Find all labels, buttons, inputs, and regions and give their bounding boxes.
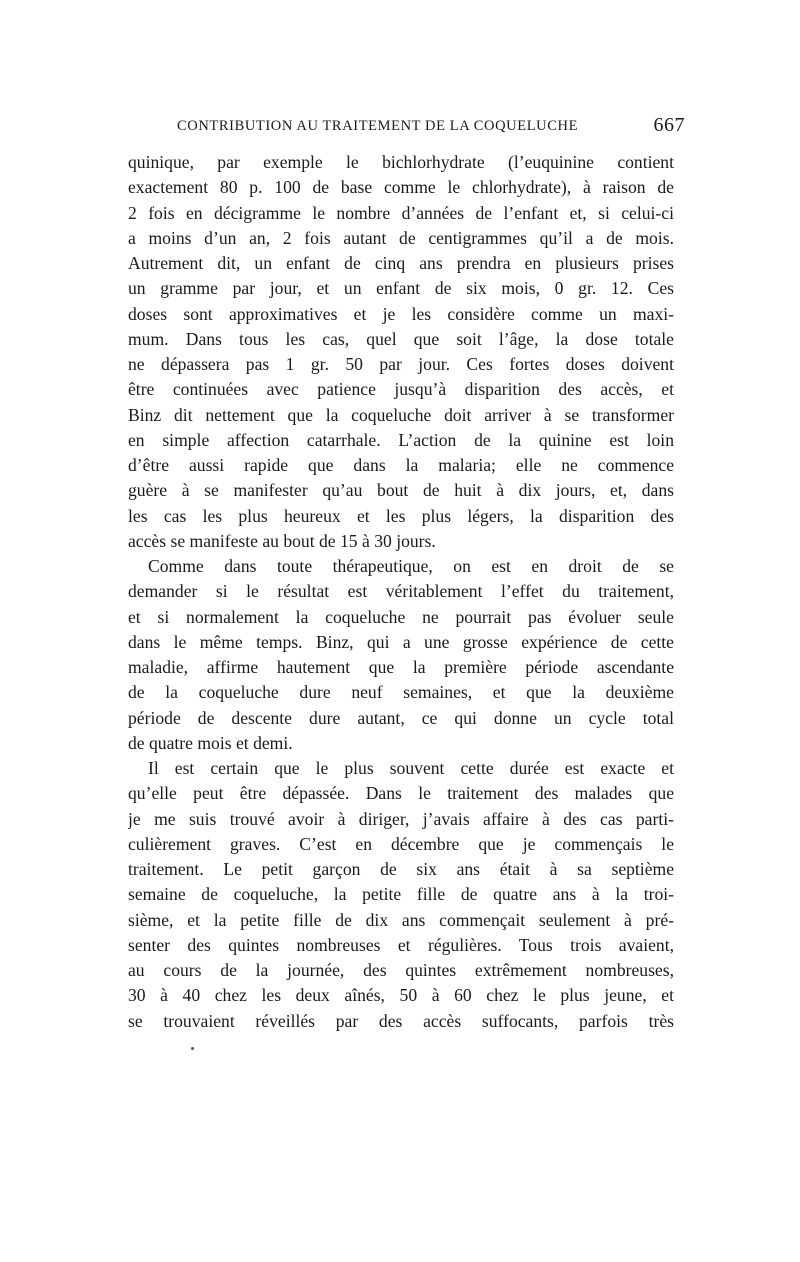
text-line: doses sont approximatives et je les considère comme un maxi- (128, 303, 674, 324)
text-line: mum. Dans tous les cas, quel que soit l’âge, la dose totale (128, 328, 674, 349)
text-line: a moins d’un an, 2 fois autant de centigrammes qu’il a de mois. (128, 227, 674, 248)
ink-speck (191, 1047, 194, 1050)
text-line: 2 fois en décigramme le nombre d’années de l’enfant et, si celui-ci (128, 202, 674, 223)
text-line: traitement. Le petit garçon de six ans était à sa septième (128, 859, 674, 879)
text-line: demander si le résultat est véritablement l’effet du traitement, (128, 581, 674, 602)
text-line: dans le même temps. Binz, qui a une grosse expérience de cette (128, 631, 674, 652)
text-line: 30 à 40 chez les deux aînés, 50 à 60 chez le plus jeune, et (128, 985, 674, 1006)
text-line: senter des quintes nombreuses et régulières. Tous trois avaient, (128, 934, 674, 955)
paragraph-end-line: de quatre mois et demi. (128, 732, 293, 753)
text-line: en simple affection catarrhale. L’action de la quinine est loin (128, 429, 674, 450)
running-title: CONTRIBUTION AU TRAITEMENT DE LA COQUELUCHE (177, 118, 579, 134)
text-line: Autrement dit, un enfant de cinq ans prendra en plusieurs prises (128, 253, 674, 273)
text-line: ne dépassera pas 1 gr. 50 par jour. Ces fortes doses doivent (128, 354, 674, 374)
text-line: et si normalement la coqueluche ne pourrait pas évoluer seule (128, 606, 674, 627)
text-line: qu’elle peut être dépassée. Dans le traitement des malades que (128, 783, 674, 804)
text-line: Binz dit nettement que la coqueluche doit arriver à se transformer (128, 404, 674, 425)
running-head (163, 116, 685, 140)
text-line: sième, et la petite fille de dix ans commençait seulement à pré- (128, 909, 674, 930)
text-line: d’être aussi rapide que dans la malaria; elle ne commence (128, 455, 674, 475)
text-line: être continuées avec patience jusqu’à disparition des accès, et (128, 379, 674, 400)
text-line: au cours de la journée, des quintes extrêmement nombreuses, (128, 960, 674, 980)
text-line: je me suis trouvé avoir à diriger, j’avais affaire à des cas parti- (128, 808, 674, 829)
text-line: se trouvaient réveillés par des accès suffocants, parfois très (128, 1010, 674, 1031)
paragraph-start-line: Il est certain que le plus souvent cette durée est exacte et (148, 758, 674, 778)
text-line: de la coqueluche dure neuf semaines, et que la deuxième (128, 682, 674, 703)
text-line: semaine de coqueluche, la petite fille de quatre ans à la troi- (128, 884, 674, 905)
page-number: 667 (653, 114, 685, 136)
text-line: un gramme par jour, et un enfant de six mois, 0 gr. 12. Ces (128, 278, 674, 299)
text-line: les cas les plus heureux et les plus légers, la disparition des (128, 505, 674, 526)
text-line: quinique, par exemple le bichlorhydrate (l’euquinine contient (128, 152, 674, 172)
paragraph-start-line: Comme dans toute thérapeutique, on est en droit de se (148, 556, 674, 576)
text-line: période de descente dure autant, ce qui donne un cycle total (128, 707, 674, 728)
text-line: culièrement graves. C’est en décembre que je commençais le (128, 833, 674, 854)
body-text (128, 150, 674, 1034)
text-line: guère à se manifester qu’au bout de huit à dix jours, et, dans (128, 480, 674, 501)
paragraph-end-line: accès se manifeste au bout de 15 à 30 jours. (128, 530, 436, 551)
text-line: exactement 80 p. 100 de base comme le chlorhydrate), à raison de (128, 177, 674, 198)
text-line: maladie, affirme hautement que la première période ascendante (128, 657, 674, 677)
